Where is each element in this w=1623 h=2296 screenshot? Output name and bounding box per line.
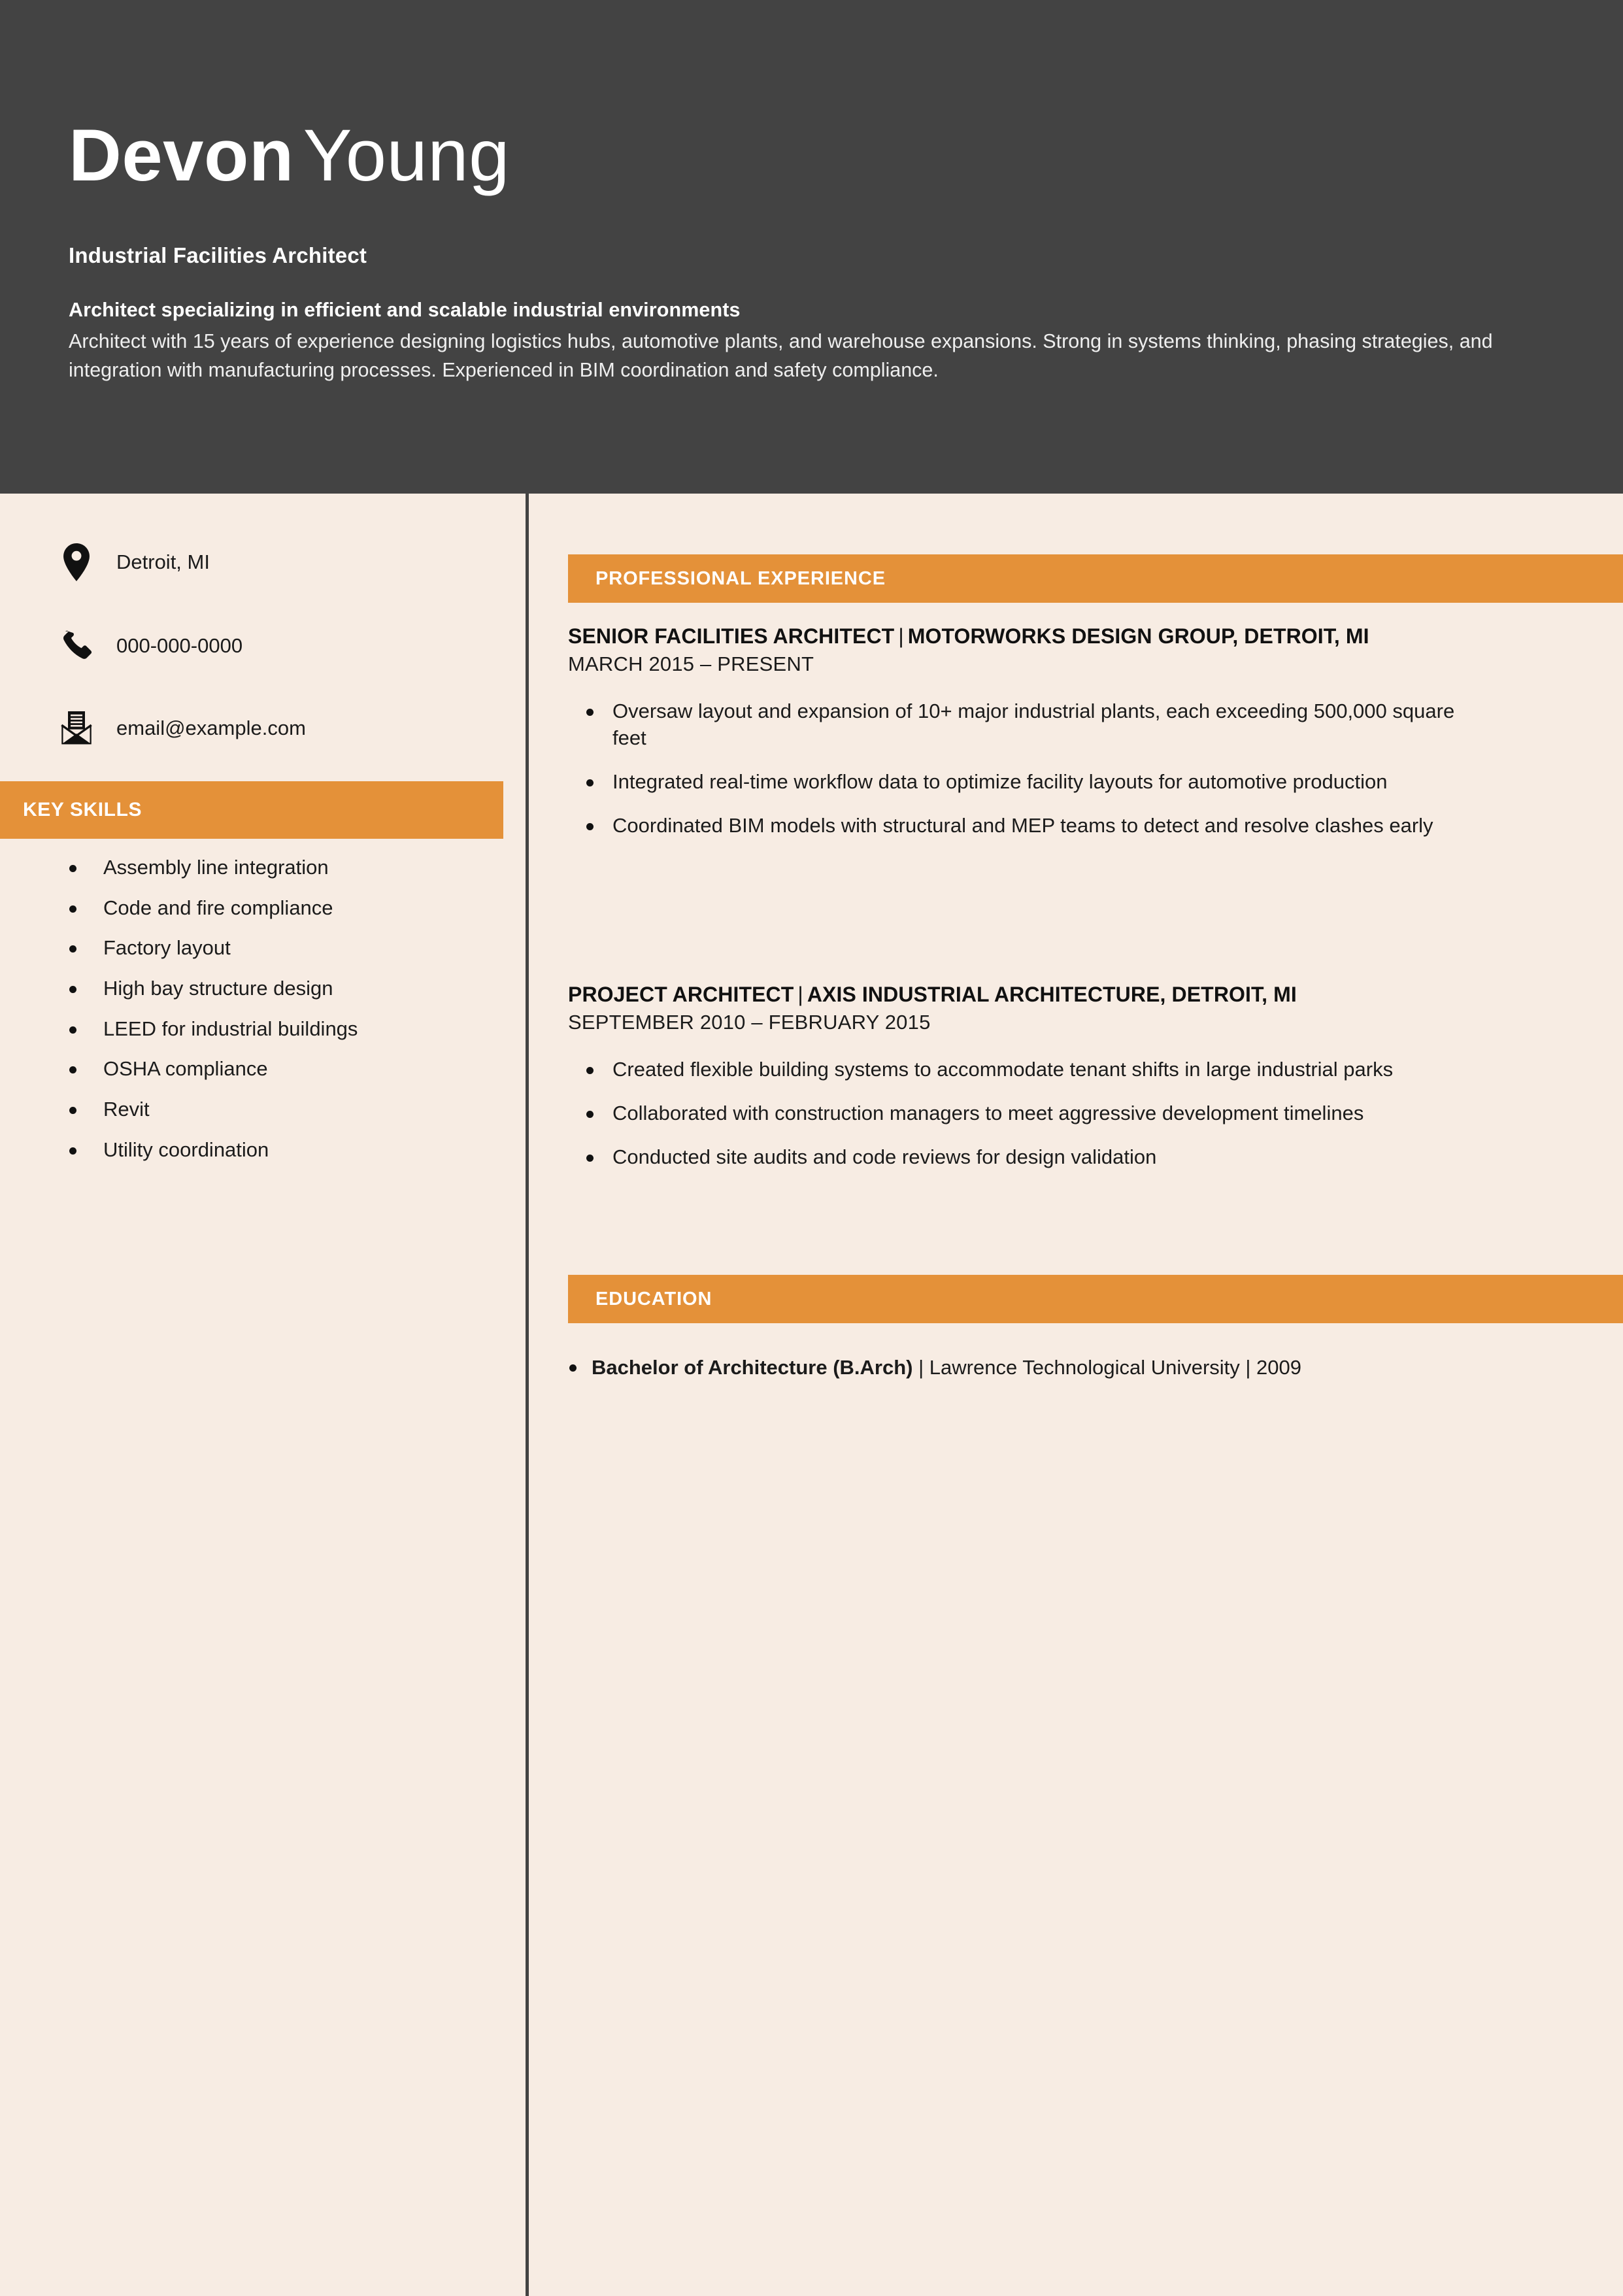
- list-item: [568, 1355, 1588, 1381]
- list-item: High bay structure design: [64, 975, 495, 1002]
- first-name: Devon: [69, 114, 294, 196]
- section-header-key-skills-label: KEY SKILLS: [23, 799, 142, 820]
- list-item: Revit: [64, 1096, 495, 1123]
- job-role: SENIOR FACILITIES ARCHITECT: [568, 624, 895, 648]
- job-bullet-list: [568, 1056, 1490, 1171]
- job-company: MOTORWORKS DESIGN GROUP, DETROIT, MI: [907, 624, 1369, 648]
- summary-headline: Architect specializing in efficient and scalable industrial environments: [69, 299, 741, 321]
- phone-icon: [51, 629, 102, 663]
- section-header-key-skills: [0, 781, 503, 839]
- list-item: Coordinated BIM models with structural and MEP teams to detect and resolve clashes early: [568, 813, 1490, 839]
- contact-item-email: [51, 710, 306, 747]
- contact-item-phone: [51, 629, 243, 663]
- sidebar: [0, 494, 526, 2296]
- job-separator: |: [898, 624, 904, 648]
- envelope-icon: [51, 710, 102, 747]
- job-heading: [568, 624, 1588, 649]
- candidate-name: [69, 116, 510, 195]
- section-header-professional-experience-label: PROFESSIONAL EXPERIENCE: [595, 567, 886, 589]
- contact-item-location: [51, 543, 210, 581]
- list-item: Conducted site audits and code reviews for design validation: [568, 1144, 1490, 1171]
- list-item: Integrated real-time workflow data to optimize facility layouts for automotive production: [568, 769, 1490, 796]
- candidate-job-title: Industrial Facilities Architect: [69, 243, 367, 267]
- job-dates: SEPTEMBER 2010 – FEBRUARY 2015: [568, 1011, 931, 1034]
- job-heading: [568, 983, 1588, 1007]
- key-skills-list: [64, 854, 495, 1177]
- list-item: OSHA compliance: [64, 1056, 495, 1082]
- list-item: Utility coordination: [64, 1137, 495, 1163]
- main-content: [529, 494, 1623, 2296]
- list-item: Factory layout: [64, 935, 495, 961]
- experience-entry: [568, 624, 1588, 856]
- list-item: Code and fire compliance: [64, 895, 495, 921]
- education-list: [568, 1355, 1588, 1381]
- section-header-professional-experience: [568, 554, 1623, 603]
- last-name: Young: [303, 114, 510, 196]
- list-item: LEED for industrial buildings: [64, 1016, 495, 1042]
- education-institution: | Lawrence Technological University | 2009: [912, 1356, 1302, 1379]
- job-role: PROJECT ARCHITECT: [568, 983, 794, 1006]
- contact-location-value: Detroit, MI: [116, 550, 210, 573]
- contact-phone-value: 000-000-0000: [116, 634, 243, 657]
- job-dates: MARCH 2015 – PRESENT: [568, 652, 814, 675]
- experience-entry: [568, 983, 1588, 1188]
- job-separator: |: [797, 983, 803, 1006]
- section-header-education-label: EDUCATION: [595, 1288, 712, 1309]
- list-item: Collaborated with construction managers to meet aggressive development timelines: [568, 1100, 1490, 1127]
- job-company: AXIS INDUSTRIAL ARCHITECTURE, DETROIT, MI: [807, 983, 1297, 1006]
- list-item: Assembly line integration: [64, 854, 495, 881]
- contact-email-value: email@example.com: [116, 717, 306, 739]
- section-header-education: [568, 1275, 1623, 1323]
- job-bullet-list: [568, 698, 1490, 839]
- summary-body: Architect with 15 years of experience designing logistics hubs, automotive plants, and warehouse expansions. Strong in systems thinking, phasing strategies, and integration with manufacturing processes. Experienced in BIM coordination and safety compliance.: [69, 330, 1493, 382]
- list-item: Created flexible building systems to accommodate tenant shifts in large industrial parks: [568, 1056, 1490, 1083]
- resume-header: [0, 0, 1623, 494]
- education-degree: Bachelor of Architecture (B.Arch): [592, 1356, 913, 1379]
- location-pin-icon: [51, 543, 102, 581]
- list-item: Oversaw layout and expansion of 10+ major industrial plants, each exceeding 500,000 square feet: [568, 698, 1490, 752]
